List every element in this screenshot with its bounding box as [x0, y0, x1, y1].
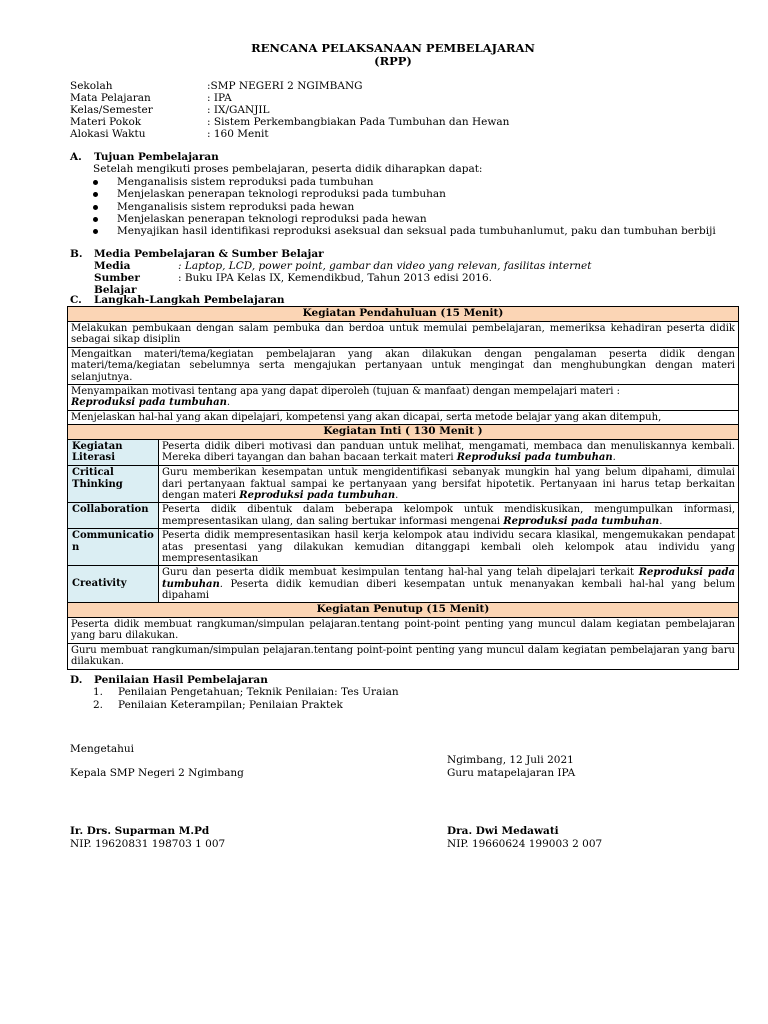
mengetahui-label: Mengetahui — [70, 743, 135, 755]
principal-role: Kepala SMP Negeri 2 Ngimbang — [70, 767, 244, 779]
list-item-text: Penilaian Pengetahuan; Teknik Penilaian: Tes Uraian — [118, 686, 399, 698]
bullet-icon — [93, 180, 98, 185]
assessment-list — [93, 686, 399, 711]
list-number: 1. — [93, 686, 104, 698]
topic-highlight: Reproduksi pada tumbuhan — [162, 566, 735, 590]
table-row — [68, 347, 739, 384]
section-letter: C. — [70, 294, 82, 306]
section-d-heading — [70, 674, 268, 687]
bullet-icon — [93, 192, 98, 197]
table-cell — [68, 617, 739, 643]
topic-highlight: Reproduksi pada tumbuhan — [239, 490, 396, 501]
table-cell — [68, 321, 739, 347]
list-item-text: Penilaian Keterampilan; Penilaian Praktek — [118, 698, 343, 711]
teacher-name: Dra. Dwi Medawati — [447, 825, 559, 837]
row-label: Kegiatan Literasi — [68, 439, 159, 465]
table-cell — [159, 502, 739, 528]
inti-header: Kegiatan Inti ( 130 Menit ) — [68, 425, 739, 440]
list-item — [93, 699, 399, 712]
cell-text: Melakukan pembukaan dengan salam pembuka dan berdoa untuk memulai pembelajaran, memeriksa kehadiran peserta didik sebagai sikap disiplin — [71, 322, 735, 346]
table-cell — [68, 347, 739, 384]
cell-text: Menjelaskan hal-hal yang akan dipelajari, kompetensi yang akan dicapai, serta metode belajar yang akan ditempuh, — [71, 411, 662, 423]
bullet-icon — [93, 229, 98, 234]
section-title: Langkah-Langkah Pembelajaran — [94, 294, 285, 306]
table-header-row — [68, 307, 739, 322]
list-item-text: Menjelaskan penerapan teknologi reproduksi pada tumbuhan — [117, 188, 446, 201]
info-label: Alokasi Waktu — [70, 128, 146, 140]
table-row — [68, 321, 739, 347]
topic-highlight: Reproduksi pada tumbuhan — [503, 515, 660, 527]
info-value: : 160 Menit — [207, 128, 269, 140]
table-cell — [68, 410, 739, 425]
topic-highlight: Reproduksi pada tumbuhan — [71, 397, 227, 409]
cell-text: Peserta didik dibentuk dalam beberapa kelompok untuk mendiskusikan, mengumpulkan informasi, mempresentasikan ulang, dan saling bertukar informasi mengenai — [162, 503, 735, 527]
table-cell — [159, 439, 739, 465]
source-row — [94, 271, 591, 296]
info-row-materi-pokok — [70, 116, 509, 128]
source-label: Sumber Belajar — [94, 271, 140, 296]
info-value: :SMP NEGERI 2 NGIMBANG — [207, 80, 363, 92]
table-cell — [159, 465, 739, 502]
media-value: : Laptop, LCD, power point, gambar dan video yang relevan, fasilitas internet — [178, 260, 592, 272]
info-label: Kelas/Semester — [70, 104, 153, 116]
table-row — [68, 502, 739, 528]
list-item-text: Menyajikan hasil identifikasi reproduksi aseksual dan seksual pada tumbuhanlumut, paku dan tumbuhan berbiji — [117, 225, 716, 238]
list-item-text: Menjelaskan penerapan teknologi reproduksi pada hewan — [117, 212, 427, 225]
info-label: Materi Pokok — [70, 116, 142, 128]
teacher-role: Guru matapelajaran IPA — [447, 767, 576, 779]
section-letter: A. — [70, 151, 82, 163]
cell-text: Guru memberikan kesempatan untuk mengidentifikasi sebanyak mungkin hal yang belum dipahami, dimulai dari pertanyaan faktual sampai ke pertanyaan yang bersifat hipotetik. Pertanyaan ini harus tetap berkaitan dengan materi — [162, 466, 735, 501]
bullet-icon — [93, 217, 98, 222]
list-number: 2. — [93, 698, 104, 711]
list-item-text: Menganalisis sistem reproduksi pada hewan — [117, 200, 355, 213]
cell-text: Peserta didik membuat rangkuman/simpulan pelajaran.tentang point-point penting yang muncul dalam kegiatan pembelajaran yang baru dilakukan. — [71, 618, 735, 642]
media-row — [94, 260, 591, 272]
cell-text-suffix: . — [612, 452, 616, 464]
penutup-header: Kegiatan Penutup (15 Menit) — [68, 602, 739, 617]
section-title: Tujuan Pembelajaran — [94, 151, 219, 163]
learning-steps-table — [67, 306, 739, 670]
table-row — [68, 528, 739, 565]
cell-text: Peserta didik diberi motivasi dan panduan untuk melihat, mengamati, membaca dan menuliskannya kembali. Mereka diberi tayangan dan bahan bacaan terkait materi — [162, 440, 735, 464]
list-item — [93, 225, 716, 237]
list-item — [93, 188, 716, 200]
info-row-alokasi-waktu — [70, 128, 509, 140]
section-b-heading — [70, 248, 324, 261]
place-date: Ngimbang, 12 Juli 2021 — [447, 754, 574, 766]
row-label: Creativity — [68, 565, 159, 602]
teacher-nip: NIP. 19660624 199003 2 007 — [447, 838, 603, 850]
row-label: Collaboration — [68, 502, 159, 528]
info-row-mata-pelajaran — [70, 92, 509, 104]
section-title: Penilaian Hasil Pembelajaran — [94, 674, 268, 686]
source-value: : Buku IPA Kelas IX, Kemendikbud, Tahun 2013 edisi 2016. — [178, 271, 493, 284]
table-row — [68, 565, 739, 602]
section-a-intro: Setelah mengikuti proses pembelajaran, peserta didik diharapkan dapat: — [93, 163, 483, 175]
list-item — [93, 201, 716, 213]
table-header-row — [68, 425, 739, 440]
cell-text: Mengaitkan materi/tema/kegiatan pembelajaran yang akan dilakukan dengan pengalaman peserta didik dengan materi/tema/kegiatan sebelumnya serta mengajukan pertanyaan untuk mengingat dan menghubungkan dengan materi selanjutnya. — [71, 348, 735, 383]
objectives-list — [93, 176, 716, 237]
info-value: : IPA — [207, 92, 232, 104]
cell-text-suffix: . — [395, 490, 399, 501]
principal-name: Ir. Drs. Suparman M.Pd — [70, 825, 210, 837]
table-row — [68, 617, 739, 643]
table-cell — [159, 528, 739, 565]
info-label: Sekolah — [70, 80, 113, 92]
pendahuluan-header: Kegiatan Pendahuluan (15 Menit) — [68, 307, 739, 322]
info-value: : IX/GANJIL — [207, 104, 270, 116]
cell-text: Menyampaikan motivasi tentang apa yang dapat diperoleh (tujuan & manfaat) dengan mempelajari materi : — [71, 385, 621, 397]
cell-text: Guru membuat rangkuman/simpulan pelajaran.tentang point-point penting yang muncul dalam kegiatan pembelajaran yang baru dilakukan. — [71, 644, 735, 668]
section-title: Media Pembelajaran & Sumber Belajar — [94, 248, 324, 260]
table-row — [68, 439, 739, 465]
topic-highlight: Reproduksi pada tumbuhan — [456, 452, 613, 464]
identity-block — [70, 80, 509, 140]
row-label: Communication — [68, 528, 159, 565]
row-label: Critical Thinking — [68, 465, 159, 502]
info-label: Mata Pelajaran — [70, 92, 151, 104]
list-item-text: Menganalisis sistem reproduksi pada tumbuhan — [117, 176, 374, 188]
table-row — [68, 643, 739, 669]
table-row — [68, 410, 739, 425]
cell-text: Guru dan peserta didik membuat kesimpulan tentang hal-hal yang telah dipelajari terkait — [162, 566, 639, 578]
table-cell — [68, 643, 739, 669]
section-letter: D. — [70, 674, 83, 686]
document-subtitle: (RPP) — [374, 54, 412, 68]
list-item — [93, 176, 716, 188]
info-value: : Sistem Perkembangbiakan Pada Tumbuhan dan Hewan — [207, 116, 510, 128]
document-title: RENCANA PELAKSANAAN PEMBELAJARAN — [251, 41, 535, 55]
principal-nip: NIP. 19620831 198703 1 007 — [70, 838, 226, 850]
section-c-heading — [70, 294, 285, 307]
info-row-sekolah — [70, 80, 509, 92]
cell-text-suffix: . — [659, 515, 663, 527]
cell-text-suffix: . Peserta didik kemudian diberi kesempatan untuk menanyakan kembali hal-hal yang belum dipahami — [162, 578, 735, 601]
table-header-row — [68, 602, 739, 617]
list-item — [93, 686, 399, 699]
section-a-heading — [70, 151, 219, 164]
cell-text: Peserta didik mempresentasikan hasil kerja kelompok atau individu secara klasikal, mengemukakan pendapat atas presentasi yang dilakukan kemudian ditanggapi kembali oleh kelompok atau individu yang mempresentasikan — [162, 529, 735, 564]
table-cell — [68, 384, 739, 410]
table-row — [68, 465, 739, 502]
media-label: Media — [94, 260, 131, 272]
cell-text-suffix: . — [226, 397, 231, 409]
media-block — [94, 260, 592, 296]
info-row-kelas-semester — [70, 104, 509, 116]
section-letter: B. — [70, 248, 83, 260]
list-item — [93, 213, 716, 225]
table-cell — [159, 565, 739, 602]
table-row — [68, 384, 739, 410]
bullet-icon — [93, 205, 98, 210]
